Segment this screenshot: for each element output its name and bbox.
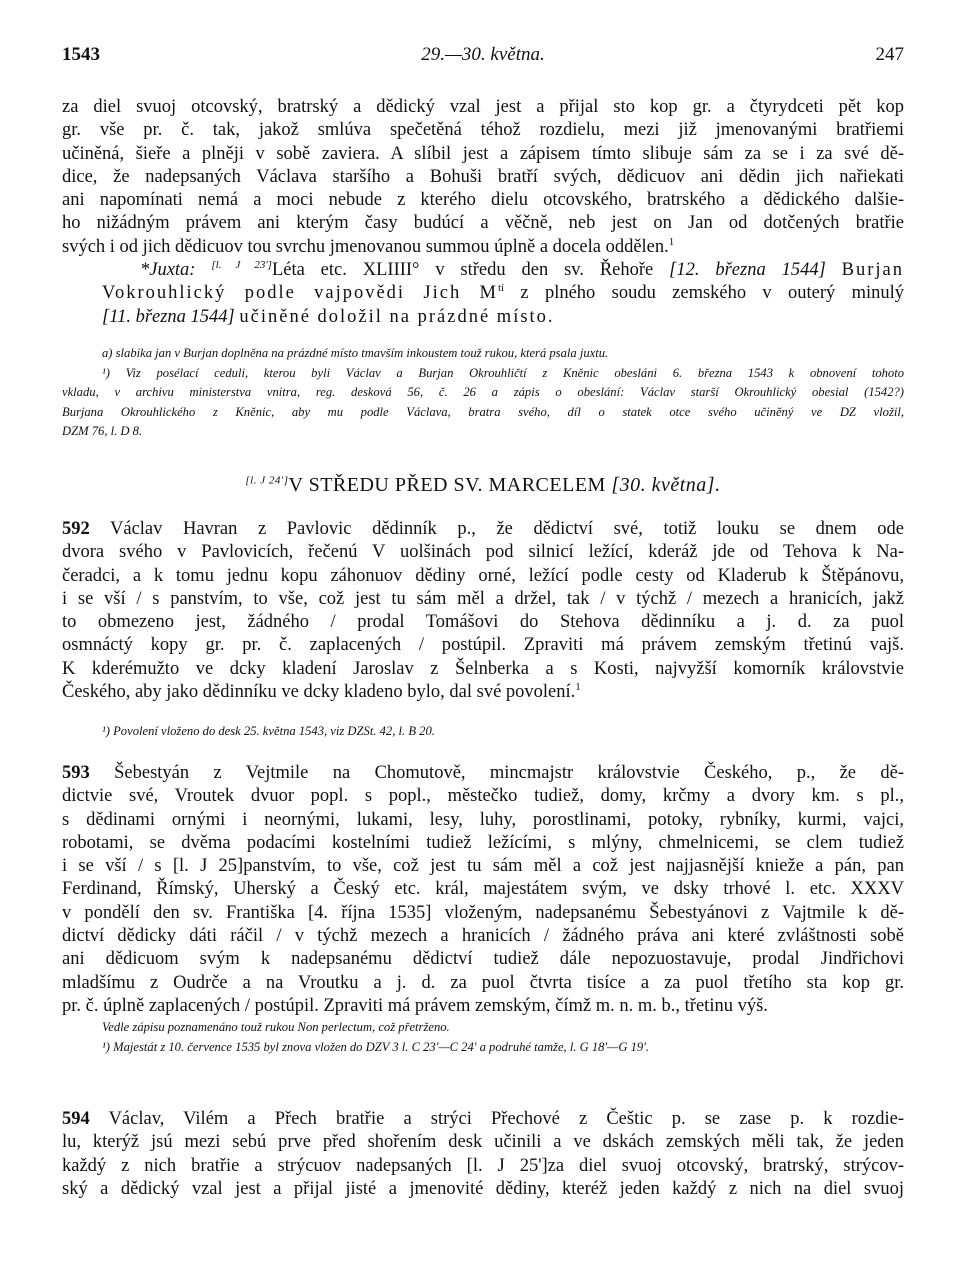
footnote-a: a) slabika jan v Burjan doplněna na prázdné místo tmavším inkoustem touž rukou, která psala juxtu.	[102, 346, 609, 360]
text-line-content: svých i od jich dědicuov tou svrchu jmenovanou summou úplně a docela oddělen.	[62, 236, 669, 257]
superscript: tí	[497, 282, 505, 295]
text-line: ani dědicuom svým k nadepsanému dědictví tudiež dále nepozuostavuje, prodal Jindřichovi	[62, 949, 904, 970]
header-year: 1543	[62, 44, 100, 65]
text-line: v pondělí den sv. Františka [4. října 1535] vloženým, nadepsanému Šebestyánovi z Vajtmile k dě-	[62, 902, 904, 923]
footnote-1: ¹) Povolení vloženo do desk 25. května 1543, viz DZSt. 42, l. B 20.	[102, 724, 435, 738]
text-line: gr. vše pr. č. tak, jakož smlúva spečetěná téhož rozdielu, mezi již jmenovanými bratřiemi	[62, 120, 904, 141]
text-line	[62, 236, 904, 259]
text-line	[62, 762, 904, 785]
entry-592	[62, 518, 904, 704]
text-line: lu, kterýž jsú mezi sebú prve před shořením desk učinili a ve dskách zemských měli tak, že jeden	[62, 1132, 904, 1153]
text-line: dictví dědicky dáti ráčil / v týchž mezech a hranicích / žádného práva ani které zvláštnosti sobě	[62, 926, 904, 947]
footnote-592	[62, 722, 904, 742]
text-line: dvora svého v Pavlovicích, řečenú V uolšinách pod silnicí ležící, kderáž jde od Tehova k Na-	[62, 542, 904, 563]
footnote-1-cont: Burjana Okrouhlického z Kněnic, aby mu podle Václava, bratra svého, díl o statek otce svého učiněný ve DZ vložil,	[62, 404, 904, 419]
text-line: čeradci, a k tomu jednu kopu záhonuov dědiny orné, ležící podle cesty od Kladerub k Štěpánovu,	[62, 565, 904, 586]
juxta-line-2	[62, 282, 904, 305]
juxta-text: Vokrouhlický podle vajpovědi Jich M	[102, 283, 498, 304]
entry-594	[62, 1108, 904, 1201]
text-line: robotami, se dvěma podacími kostelními tudiež ležícími, s mlýny, chmelnicemi, se clem tudiež	[62, 832, 904, 853]
text-line: i se vší / s panstvím, to vše, což jest tu sám měl a držel, tak / v týchž / mezech a hranicích, jakž	[62, 588, 904, 609]
text-line-content: Českého, aby jako dědinníku ve dcky kladeno bylo, dal své povolení.	[62, 682, 576, 703]
footnote-marker: 1	[575, 680, 581, 693]
juxta-text: učiněné doložil na prázdné místo.	[239, 306, 555, 327]
text-line: s dědinami ornými i neornými, lukami, lesy, luhy, porostlinami, potoky, rybníky, kurmi, vajci,	[62, 809, 904, 830]
text-line	[62, 681, 904, 704]
intro-paragraph	[62, 96, 904, 259]
juxta-note	[62, 259, 904, 329]
text-line-content: Václav, Vilém a Přech bratřie a strýci Přechové z Češtic p. se zase p. k rozdie-	[108, 1109, 905, 1129]
heading-title: V STŘEDU PŘED SV. MARCELEM	[288, 474, 606, 496]
footnote-1-cont: vkladu, v archivu ministerstva vnitra, reg. desková 56, č. 26 a zápis o obeslání: Václav starší Okrouhlický obesial (1542?)	[62, 385, 904, 399]
text-line: ani napomínati nemá a moci nebude z kterého dielu otcovského, bratrského a dědického dalšie-	[62, 190, 904, 211]
footnote-marker: 1	[668, 235, 675, 248]
page-header	[62, 44, 904, 68]
text-line: dictvie své, Vroutek dvuor popl. s popl., městečko tudiež, domy, krčmy a dvory km. s pl.,	[62, 786, 904, 807]
text-line: osmnáctý kopy gr. pr. č. zaplacených / postúpil. Zpraviti má právem zemským třetinú vajš.	[62, 635, 904, 656]
section-heading	[62, 474, 904, 497]
juxta-text: Léta etc. XLIIII° v středu den sv. Řehoře	[271, 260, 654, 280]
text-line: K kderémužto ve dcky kladení Jaroslav z Šelnberka a s Kosti, najvyžší komorník královstvie	[62, 658, 904, 679]
marginal-note: Vedle zápisu poznamenáno touž rukou Non perlectum, což přetrženo.	[102, 1020, 450, 1034]
footnote-1: ¹) Viz posélací ceduli, kterou byli Václav a Burjan Okrouhličtí z Kněnic obesláni 6. března 1543 k obnovení tohoto	[102, 365, 904, 380]
footnotes-block-a	[62, 344, 904, 442]
juxta-text: z plného soudu zemského v outerý minulý	[520, 283, 905, 304]
text-line: pr. č. úplně zaplacených / postúpil. Zpraviti má právem zemským, čímž m. n. m. b., třetinu výš.	[62, 995, 768, 1016]
juxta-name: Burjan	[841, 260, 904, 280]
folio-reference: [l. J 24']	[245, 474, 289, 487]
notes-593	[62, 1018, 904, 1057]
juxta-date: [11. března 1544]	[102, 306, 235, 327]
text-line-content: Václav Havran z Pavlovic dědinník p., že dědictví své, totiž louku se dnem ode	[110, 519, 904, 539]
page-number: 247	[875, 44, 904, 65]
text-line: Ferdinand, Římský, Uherský a Český etc. král, majestátem svým, ve dsky trhové l. etc. XXXV	[62, 879, 904, 900]
entry-number: 592	[62, 519, 90, 539]
text-line: za diel svuoj otcovský, bratrský a dědický vzal jest a přijal sto kop gr. a čtyrydceti pět kop	[62, 97, 904, 117]
juxta-date: [12. března 1544]	[669, 260, 826, 280]
text-line	[62, 1108, 904, 1131]
juxta-line-3	[62, 306, 904, 329]
text-line: to obmezeno jest, žádného / prodal Tomášovi do Stehova dědinníku a j. d. za puol	[62, 612, 904, 633]
juxta-line-1	[62, 259, 904, 282]
text-line: ho nižádným právem ani kterým časy budúcí a věčně, neb jest on Jan od dotčených bratřie	[62, 213, 904, 234]
text-line	[62, 518, 904, 541]
text-line-content: Šebestyán z Vejtmile na Chomutově, mincmajstr královstvie Českého, p., že dě-	[114, 763, 904, 783]
text-line: ský a dědický vzal jest a přijal jisté a jmenovité dědiny, kteréž jeden každý z nich na diel svuoj	[62, 1178, 904, 1199]
entry-593	[62, 762, 904, 1018]
heading-date: [30. května].	[611, 474, 721, 496]
entry-number: 594	[62, 1109, 90, 1129]
entry-number: 593	[62, 763, 90, 783]
text-line: dice, že nadepsaných Václava staršího a Bohuši bratří svých, dědicuov ani dědin jich nařiekati	[62, 166, 904, 187]
juxta-prefix: *Juxta:	[140, 260, 196, 280]
footnote-1-cont: DZM 76, l. D 8.	[62, 424, 143, 438]
text-line: každý z nich bratřie a strýcuov nadepsaných [l. J 25']za diel svuoj otcovský, bratrský, strýcov-	[62, 1155, 904, 1176]
text-line: učiněná, šieře a plněji v sobě zaviera. A slíbil jest a zápisem tímto slibuje sám za se i za své dě-	[62, 143, 904, 164]
header-date: 29.—30. května.	[421, 44, 545, 65]
folio-reference: [l. J 23']	[211, 258, 272, 271]
footnote-1: ¹) Majestát z 10. července 1535 byl znova vložen do DZV 3 l. C 23'—C 24' a podruhé tamže, l. G 18'—G 19'.	[102, 1039, 650, 1054]
text-line: i se vší / s [l. J 25]panstvím, to vše, což jest tu sám měl a což jest najjasnější knieže a pán, pan	[62, 856, 904, 877]
text-line: mladšímu z Oudrče a na Vroutku a j. d. za puol čtvrta tisíce a za puol třetího sta kop gr.	[62, 972, 904, 993]
